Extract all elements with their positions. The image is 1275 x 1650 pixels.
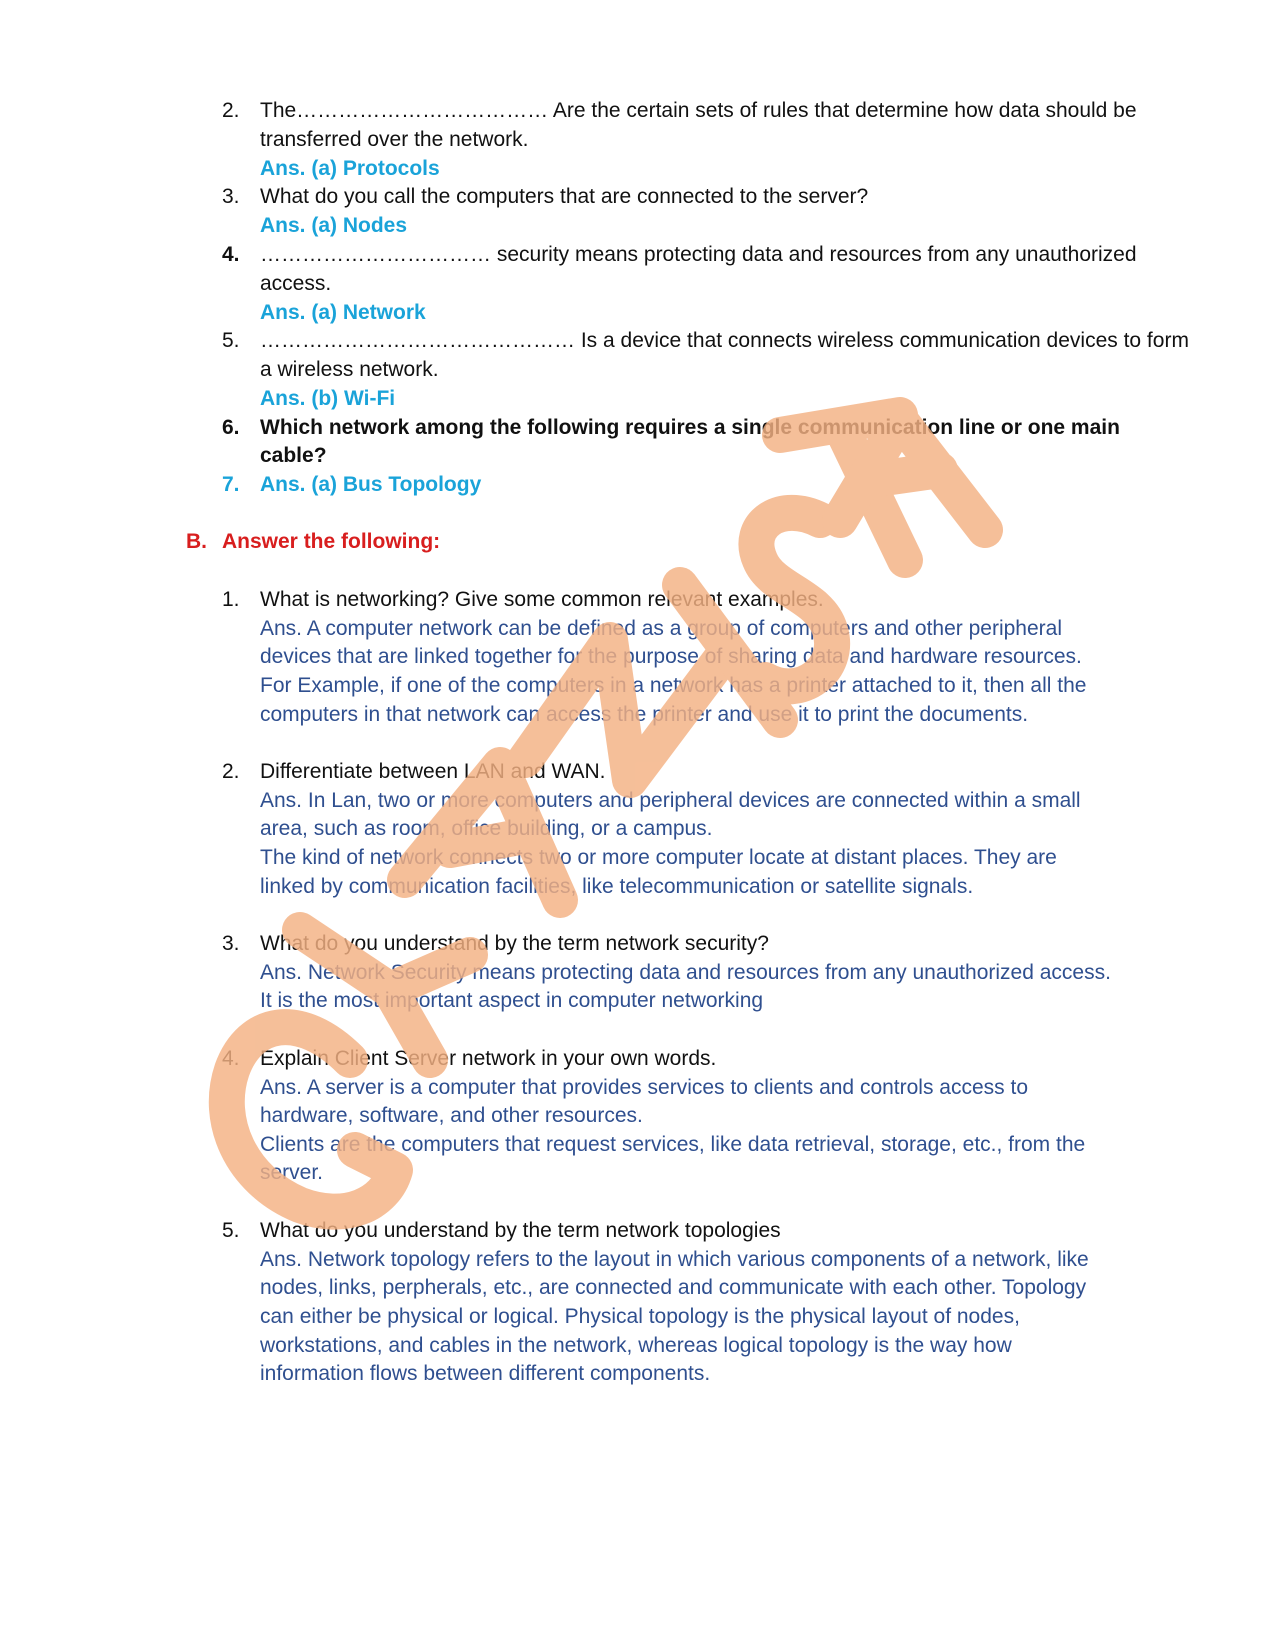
answer-line: computers in that network can access the printer and use it to print the documents.	[260, 703, 1029, 726]
question-line: cable?	[260, 444, 327, 467]
question: What is networking? Give some common relevant examples.	[260, 588, 824, 611]
question: Differentiate between LAN and WAN.	[260, 760, 606, 783]
answer: Ans. (a) Nodes	[260, 214, 408, 237]
question-line: …………………………… security means protecting data and resources from any unauthorized	[260, 243, 1137, 266]
question: What do you understand by the term network security?	[260, 932, 769, 955]
question-line: transferred over the network.	[260, 128, 529, 151]
answer-line: can either be physical or logical. Physical topology is the physical layout of nodes,	[260, 1305, 1020, 1328]
answer-line: For Example, if one of the computers in a network has a printer attached to it, then all the	[260, 674, 1087, 697]
answer: Ans. (a) Protocols	[260, 157, 440, 180]
section-heading	[186, 527, 440, 557]
question-line: Which network among the following requires a single communication line or one main	[260, 416, 1120, 439]
question-line: a wireless network.	[260, 358, 439, 381]
answer-line: server.	[260, 1161, 324, 1184]
item-number: 1.	[222, 588, 240, 611]
answer-line: linked by communication facilities, like telecommunication or satellite signals.	[260, 875, 974, 898]
answer-line: hardware, software, and other resources.	[260, 1104, 643, 1127]
item-number: 2.	[222, 99, 240, 122]
answer-line: Ans. In Lan, two or more computers and peripheral devices are connected within a small	[260, 789, 1081, 812]
item-number: 4.	[222, 1047, 240, 1070]
answer-line: devices that are linked together for the purpose of sharing data and hardware resources.	[260, 645, 1082, 668]
answer: Ans. (a) Bus Topology	[260, 473, 482, 496]
question-line: The……………………………… Are the certain sets of rules that determine how data should be	[260, 99, 1137, 122]
answer-line: Ans. Network Security means protecting data and resources from any unauthorized access.	[260, 961, 1111, 984]
answer-line: workstations, and cables in the network, whereas logical topology is the way how	[260, 1334, 1012, 1357]
item-number: 7.	[222, 473, 240, 496]
answer-line: Ans. A server is a computer that provides services to clients and controls access to	[260, 1076, 1029, 1099]
answer-line: The kind of network connects two or more computer locate at distant places. They are	[260, 846, 1057, 869]
answer-line: It is the most important aspect in computer networking	[260, 989, 764, 1012]
answer-line: Ans. A computer network can be defined as a group of computers and other peripheral	[260, 617, 1062, 640]
answer: Ans. (a) Network	[260, 301, 426, 324]
answer-line: Clients are the computers that request services, like data retrieval, storage, etc., from the	[260, 1133, 1086, 1156]
section-letter: B.	[186, 530, 207, 553]
question: Explain Client Server network in your own words.	[260, 1047, 717, 1070]
answer-line: information flows between different components.	[260, 1362, 711, 1385]
item-number: 2.	[222, 760, 240, 783]
answer: Ans. (b) Wi-Fi	[260, 387, 396, 410]
question: What do you understand by the term network topologies	[260, 1219, 781, 1242]
item-number: 5.	[222, 1219, 240, 1242]
answer-line: nodes, links, perpherals, etc., are connected and communicate with each other. Topology	[260, 1276, 1087, 1299]
item-number: 6.	[222, 416, 240, 439]
question-line: ……………………………………… Is a device that connects wireless communication devices to form	[260, 329, 1189, 352]
answer-line: Ans. Network topology refers to the layout in which various components of a network, like	[260, 1248, 1089, 1271]
item-number: 4.	[222, 243, 240, 266]
item-number: 3.	[222, 185, 240, 208]
question-line: access.	[260, 272, 332, 295]
item-number: 5.	[222, 329, 240, 352]
question-line: What do you call the computers that are connected to the server?	[260, 185, 869, 208]
section-title: Answer the following:	[222, 530, 441, 553]
item-number: 3.	[222, 932, 240, 955]
answer-line: area, such as room, office building, or a campus.	[260, 817, 713, 840]
